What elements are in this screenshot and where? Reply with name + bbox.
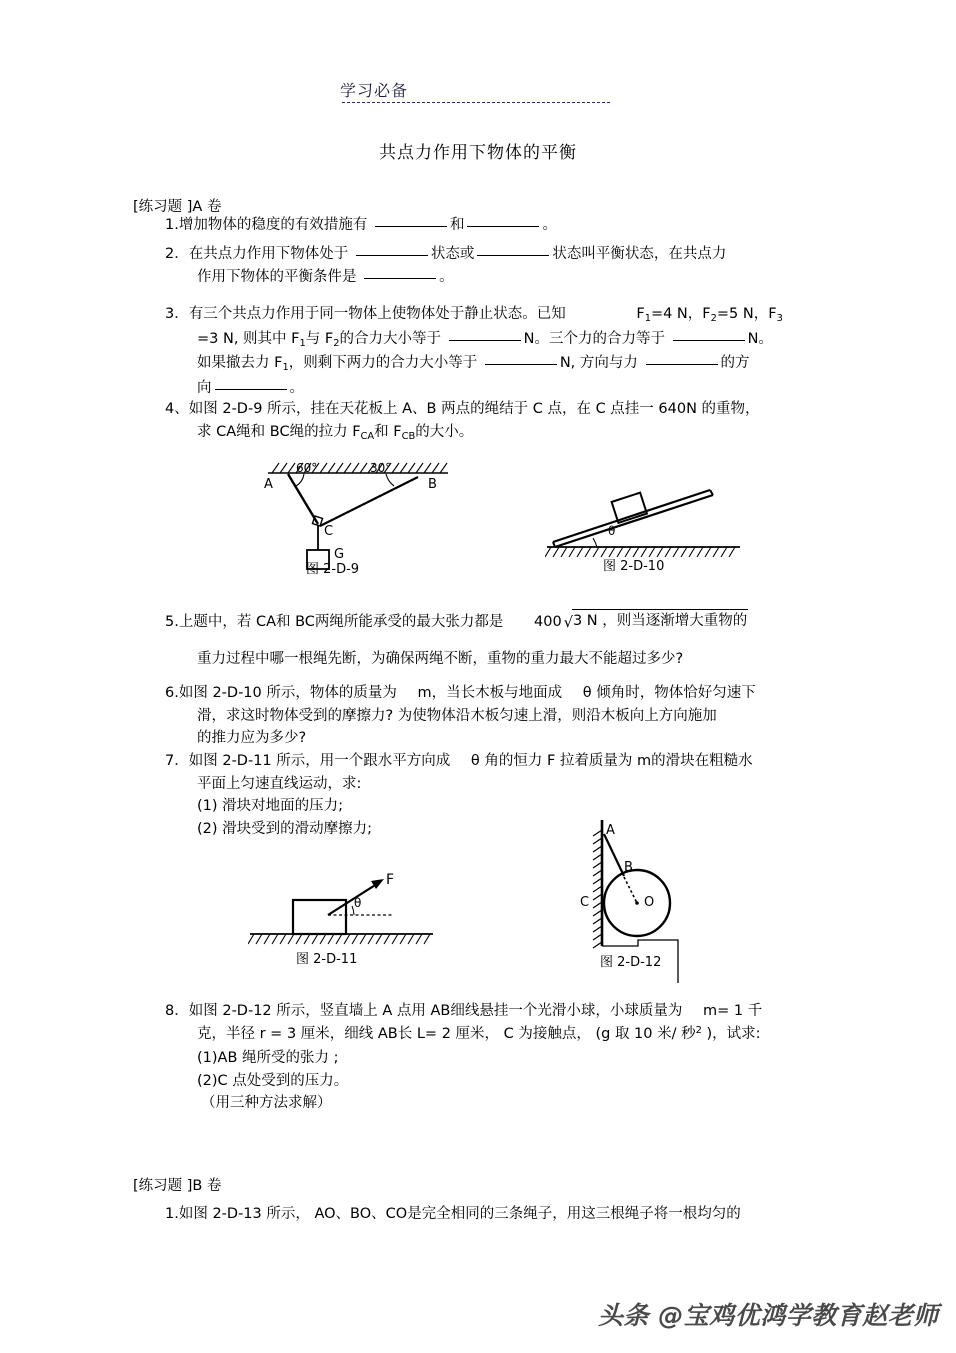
q2-blank-3 bbox=[364, 278, 436, 279]
figure-2-D-11-label-F: F bbox=[386, 872, 395, 888]
q4-text-4: 的大小。 bbox=[415, 423, 474, 440]
figure-2-D-12-label-C: C bbox=[580, 895, 590, 910]
q3-text-10: ，则剩下两力的合力大小等于 bbox=[288, 355, 478, 371]
q7-subitem-1: (1) 滑块对地面的压力; bbox=[197, 798, 344, 814]
figure-2-D-9-angle-right bbox=[370, 461, 391, 475]
q7-text-1: 如图 2-D-11 所示，用一个跟水平方向成 bbox=[188, 753, 451, 769]
watermark: 头条 @宝鸡优鸿学教育赵老师 bbox=[598, 1301, 939, 1330]
q2-text-2: 状态或 bbox=[430, 246, 475, 262]
figure-2-D-9-label-B: B bbox=[428, 477, 437, 492]
q5-number: 5. bbox=[165, 614, 179, 630]
q5-sqrt-radicand: 3 N ，则当逐渐增大重物的 bbox=[572, 609, 748, 633]
header-dashed-rule bbox=[342, 102, 610, 103]
q3-sub-6: 1 bbox=[282, 362, 289, 374]
q3-text-7: N。三个力的合力等于 bbox=[523, 330, 665, 347]
figure-2-D-9-label-C: C bbox=[324, 524, 334, 539]
figure-2-D-11-angle-theta: θ bbox=[354, 896, 362, 910]
q5-text-2: 重力过程中哪一根绳先断，为确保两绳不断，重物的重力最大不能超过多少? bbox=[197, 650, 684, 667]
q3-blank-2 bbox=[673, 340, 745, 341]
q8-text-2: m= 1 千 bbox=[702, 1003, 763, 1019]
q3-blank-1 bbox=[449, 340, 521, 341]
q4-text-2: 求 CA绳和 BC绳的拉力 F bbox=[197, 423, 361, 440]
q1-number: 1. bbox=[165, 217, 179, 233]
q3-text-4: =3 N, 则其中 F bbox=[197, 330, 300, 347]
angle-left-degree: ° bbox=[311, 461, 318, 475]
figure-2-D-9-label-G: G bbox=[334, 547, 345, 562]
q2-text-5: 。 bbox=[439, 268, 454, 285]
figure-2-D-9-caption: 图 2-D-9 bbox=[306, 562, 360, 577]
angle-right-value: 30 bbox=[370, 461, 386, 475]
q3-text-12: 的方 bbox=[720, 355, 750, 371]
q3-sub-5: 2 bbox=[333, 337, 340, 349]
q3-text-9: 如果撤去力 F bbox=[197, 355, 283, 371]
q6-text-1: 如图 2-D-10 所示，物体的质量为 bbox=[178, 685, 397, 701]
q1-text-2: 和 bbox=[449, 217, 465, 233]
q4-text-1: 如图 2-D-9 所示，挂在天花板上 A、B 两点的绳结于 C 点，在 C 点挂一 640N 的重物， bbox=[188, 401, 760, 417]
q3-blank-5 bbox=[215, 389, 287, 390]
q3-sub-2: 2 bbox=[710, 313, 717, 325]
q8-exponent: 2 bbox=[695, 1024, 702, 1036]
question-6 bbox=[165, 682, 756, 750]
question-8 bbox=[165, 1000, 762, 1115]
q5-sqrt: √3 N ，则当逐渐增大重物的 bbox=[562, 610, 749, 634]
q6-number: 6. bbox=[165, 685, 179, 701]
q5-text-1: 上题中，若 CA和 BC两绳所能承受的最大张力都是 bbox=[178, 614, 504, 630]
figure-2-D-9 bbox=[258, 458, 458, 578]
q2-blank-2 bbox=[477, 255, 549, 256]
q2-text-1: 在共点力作用下物体处于 bbox=[188, 246, 349, 262]
q8-note: （用三种方法求解） bbox=[201, 1095, 332, 1111]
q8-number: 8． bbox=[165, 1003, 189, 1019]
q2-text-4: 作用下物体的平衡条件是 bbox=[197, 268, 357, 285]
figure-2-D-11-caption: 图 2-D-11 bbox=[296, 952, 358, 967]
b-q1-number: 1. bbox=[165, 1206, 179, 1222]
q3-text-14: 。 bbox=[289, 379, 304, 396]
section-b-question-1 bbox=[165, 1203, 741, 1226]
angle-left-value: 60 bbox=[296, 461, 312, 475]
q1-blank-1 bbox=[375, 226, 447, 227]
q7-subitem-2: (2) 滑块受到的滑动摩擦力; bbox=[197, 820, 373, 837]
q4-sub-2: CB bbox=[401, 430, 416, 442]
figure-2-D-10-angle-theta: θ bbox=[608, 524, 616, 538]
q4-text-3: 和 F bbox=[374, 423, 402, 440]
angle-right-degree: ° bbox=[385, 461, 392, 475]
q8-subitem-1: (1)AB 绳所受的张力 ; bbox=[197, 1050, 339, 1066]
figure-2-D-12-label-O: O bbox=[644, 895, 655, 910]
q3-text-6: 的合力大小等于 bbox=[339, 330, 441, 347]
q3-sub-3: 3 bbox=[776, 313, 783, 325]
q3-number: 3． bbox=[165, 306, 189, 322]
q6-text-3: θ 倾角时，物体恰好匀速下 bbox=[582, 685, 756, 701]
q2-number: 2． bbox=[165, 246, 189, 262]
q3-text-11: N, 方向与力 bbox=[559, 355, 638, 371]
q7-text-3: 平面上匀速直线运动，求: bbox=[197, 775, 362, 792]
question-3: 3．有三个共点力作用于同一物体上使物体处于静止状态。已知 $F_1=4$ N，$F_2=5$ N，$F_3$ =3 N, 则其中 $F_1$与 $F_2$的合力大小等于 N。三个力的合力等于 N。 如果撤去力 $F_1$，则剩下两力的合力大小等于 N, 方向与力 的方 向 。 bbox=[165, 306, 783, 396]
figure-2-D-12-caption: 图 2-D-12 bbox=[600, 955, 662, 970]
figure-2-D-10 bbox=[545, 462, 760, 577]
question-2 bbox=[165, 243, 726, 288]
question-5 bbox=[165, 610, 748, 670]
q8-text-1: 如图 2-D-12 所示，竖直墙上 A 点用 AB细线悬挂一个光滑小球，小球质量为 bbox=[188, 1003, 683, 1019]
q3-text-3: =5 N，F bbox=[716, 306, 777, 322]
document-title: 共点力作用下物体的平衡 bbox=[379, 143, 577, 163]
figure-2-D-9-label-A: A bbox=[264, 477, 273, 492]
q6-text-4: 滑，求这时物体受到的摩擦力? 为使物体沿木板匀速上滑，则沿木板向上方向施加 bbox=[197, 707, 717, 724]
figure-2-D-12-label-A: A bbox=[606, 823, 615, 838]
q2-blank-1 bbox=[356, 255, 428, 256]
q4-sub-1: CA bbox=[360, 430, 375, 442]
q1-text-3: 。 bbox=[542, 217, 557, 233]
q6-text-2: m，当长木板与地面成 bbox=[417, 685, 563, 701]
figure-2-D-12 bbox=[560, 818, 740, 983]
q6-text-5: 的推力应为多少? bbox=[197, 730, 307, 746]
q3-blank-3 bbox=[485, 364, 557, 365]
q3-text-8: N。 bbox=[747, 330, 773, 347]
q8-text-3: 克，半径 r = 3 厘米，细线 AB长 L= 2 厘米， C 为接触点， (g 取 10 米/ 秒 bbox=[197, 1025, 696, 1042]
section-b-label: [练习题 ]B 卷 bbox=[133, 1178, 222, 1194]
question-4 bbox=[165, 398, 760, 445]
q5-value: 400 bbox=[534, 614, 562, 630]
figure-2-D-11 bbox=[248, 868, 448, 978]
q3-blank-4 bbox=[646, 364, 718, 365]
q7-number: 7． bbox=[165, 753, 189, 769]
page-header bbox=[340, 78, 630, 108]
q7-text-2: θ 角的恒力 F 拉着质量为 m的滑块在粗糙水 bbox=[470, 753, 753, 769]
question-1 bbox=[165, 214, 557, 237]
q2-text-3: 状态叫平衡状态，在共点力 bbox=[552, 246, 727, 262]
q3-text-13: 向 bbox=[197, 379, 212, 396]
section-a-label: [练习题 ]A 卷 bbox=[133, 199, 222, 215]
q4-number: 4、 bbox=[165, 401, 189, 417]
figure-2-D-10-caption: 图 2-D-10 bbox=[603, 559, 665, 574]
q3-text-2: =4 N，F bbox=[650, 306, 711, 322]
figure-2-D-12-label-B: B bbox=[624, 860, 633, 875]
q8-text-4: )，试求: bbox=[701, 1025, 761, 1042]
figure-2-D-9-angle-left bbox=[296, 461, 317, 475]
header-title: 学习必备 bbox=[340, 81, 409, 100]
q3-sub-1: 1 bbox=[644, 313, 651, 325]
q3-text-5: 与 F bbox=[305, 330, 334, 347]
q3-sub-4: 1 bbox=[299, 337, 306, 349]
q1-text-1: 增加物体的稳度的有效措施有 bbox=[178, 217, 368, 233]
q1-blank-2 bbox=[467, 226, 539, 227]
b-q1-text-1: 如图 2-D-13 所示， AO、BO、CO是完全相同的三条绳子，用这三根绳子将一根均匀的 bbox=[178, 1206, 741, 1222]
q8-subitem-2: (2)C 点处受到的压力。 bbox=[197, 1072, 349, 1089]
q3-text-1: 有三个共点力作用于同一物体上使物体处于静止状态。已知 bbox=[188, 306, 566, 322]
